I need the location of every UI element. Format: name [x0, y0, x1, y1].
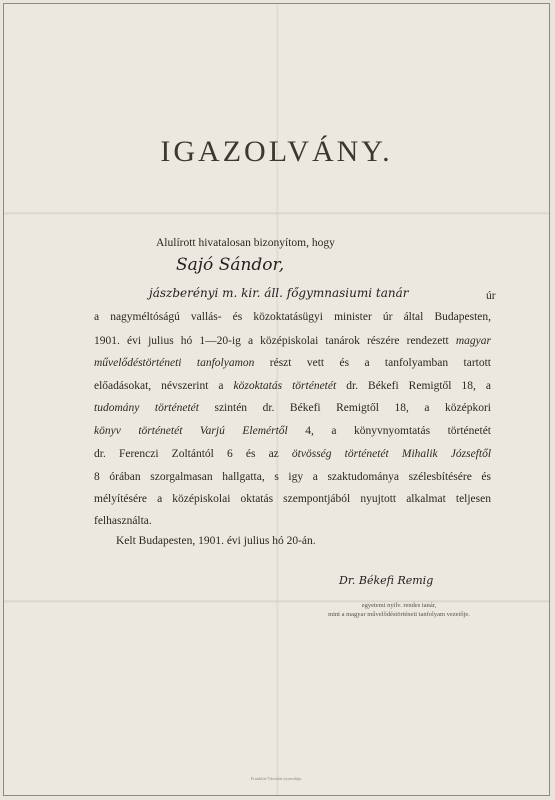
handwritten-name: Sajó Sándor, — [176, 255, 285, 275]
body-line-11: felhasználta. — [94, 515, 152, 527]
signature-caption-1: egyetemi nyilv. rendes tanár, — [361, 602, 437, 609]
body-line-title-honorific: úr — [486, 290, 496, 302]
handwritten-role: jászberényi m. kir. áll. főgymnasiumi tanár — [149, 286, 409, 300]
body-line-9: 8 órában szorgalmasan hallgatta, s igy a szaktudománya szélesbítésére és — [94, 471, 491, 483]
body-line-4: művelődéstörténeti tanfolyamon részt vett és a tanfolyamban tartott — [94, 357, 491, 369]
body-line-7: könyv történetét Varjú Elemértől 4, a könyvnyomtatás történetét — [94, 425, 492, 437]
body-line-3: 1901. évi julius hó 1—20-ig a középiskolai tanárok részére rendezett magyar — [94, 335, 491, 347]
intro-line: Alulírott hivatalosan bizonyítom, hogy — [156, 237, 335, 249]
body-line-8: dr. Ferenczi Zoltántól 6 és az ötvösség történetét Mihalik Józseftől — [94, 448, 492, 460]
body-line-2: a nagyméltóságú vallás- és közoktatásügyi minister úr által Budapesten, — [94, 311, 491, 323]
body-line-5: előadásokat, névszerint a közoktatás történetét dr. Békefi Remigtől 18, a — [94, 380, 491, 392]
document-title: IGAZOLVÁNY. — [160, 135, 393, 168]
printer-note: Franklin-Társulat nyomdája. — [250, 776, 303, 781]
signature: Dr. Békefi Remig — [339, 574, 434, 587]
body-line-6: tudomány történetét szintén dr. Békefi Remigtől 18, a középkori — [94, 402, 491, 414]
date-line: Kelt Budapesten, 1901. évi julius hó 20-án. — [116, 535, 316, 547]
body-line-10: mélyítésére a középiskolai oktatás szempontjából nyujtott alkalmat teljesen — [94, 493, 491, 505]
certificate-sheet — [3, 3, 550, 796]
signature-caption-2: mint a magyar művelődéstörténeti tanfolyam vezetője. — [328, 611, 470, 618]
